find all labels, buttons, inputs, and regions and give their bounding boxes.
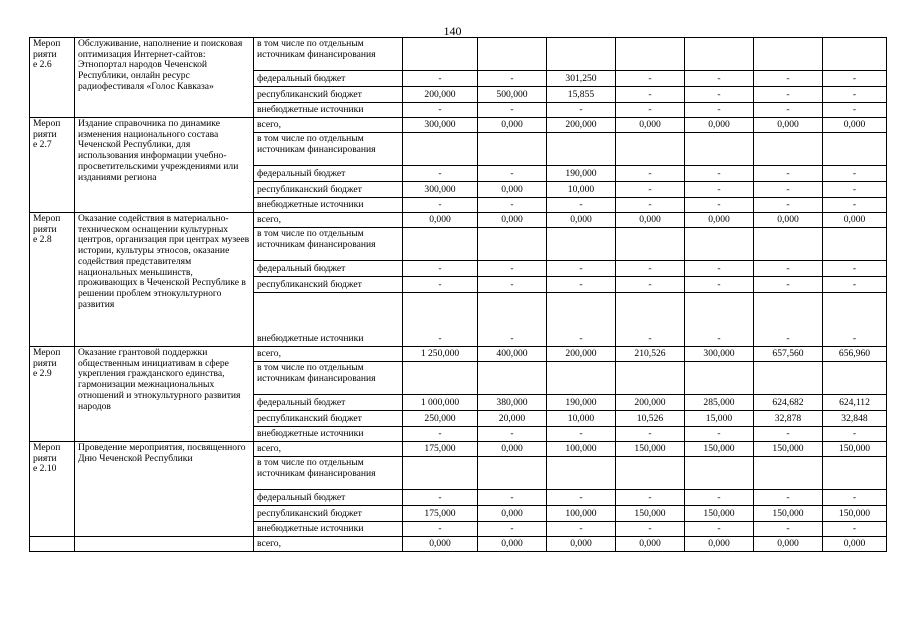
amount-cell: - bbox=[685, 87, 754, 103]
funding-source: в том числе по отдельным источникам финансирования bbox=[254, 38, 403, 71]
amount-cell: - bbox=[685, 182, 754, 198]
amount-cell: 380,000 bbox=[478, 395, 547, 411]
amount-cell: 100,000 bbox=[547, 506, 616, 522]
amount-cell bbox=[403, 38, 478, 71]
amount-cell bbox=[685, 38, 754, 71]
amount-cell: 0,000 bbox=[685, 537, 754, 552]
amount-cell bbox=[754, 133, 823, 166]
amount-cell: 200,000 bbox=[547, 347, 616, 362]
amount-cell: 624,112 bbox=[823, 395, 887, 411]
amount-cell: - bbox=[823, 261, 887, 277]
amount-cell: - bbox=[823, 277, 887, 293]
amount-cell: 400,000 bbox=[478, 347, 547, 362]
amount-cell: 0,000 bbox=[478, 506, 547, 522]
measure-id: Мероп рияти е 2.6 bbox=[30, 38, 75, 118]
funding-source: республиканский бюджет bbox=[254, 87, 403, 103]
amount-cell: - bbox=[616, 103, 685, 118]
amount-cell: - bbox=[616, 427, 685, 442]
amount-cell: - bbox=[403, 166, 478, 182]
amount-cell: 0,000 bbox=[754, 213, 823, 228]
measure-id: Мероп рияти е 2.7 bbox=[30, 118, 75, 213]
amount-cell: 0,000 bbox=[823, 537, 887, 552]
amount-cell: - bbox=[823, 87, 887, 103]
amount-cell: - bbox=[823, 427, 887, 442]
amount-cell: 0,000 bbox=[547, 537, 616, 552]
funding-source: внебюджетные источники bbox=[254, 427, 403, 442]
amount-cell: - bbox=[403, 71, 478, 87]
amount-cell: - bbox=[547, 103, 616, 118]
amount-cell: - bbox=[616, 182, 685, 198]
amount-cell: - bbox=[823, 293, 887, 347]
amount-cell: 15,855 bbox=[547, 87, 616, 103]
amount-cell: - bbox=[754, 490, 823, 506]
table-row bbox=[30, 347, 887, 362]
amount-cell: - bbox=[478, 490, 547, 506]
amount-cell: - bbox=[478, 71, 547, 87]
funding-source: федеральный бюджет bbox=[254, 71, 403, 87]
amount-cell: 1 000,000 bbox=[403, 395, 478, 411]
amount-cell: - bbox=[754, 261, 823, 277]
amount-cell: - bbox=[685, 490, 754, 506]
funding-source: республиканский бюджет bbox=[254, 506, 403, 522]
amount-cell: - bbox=[616, 293, 685, 347]
amount-cell: - bbox=[547, 277, 616, 293]
funding-source: внебюджетные источники bbox=[254, 293, 403, 347]
amount-cell: - bbox=[403, 522, 478, 537]
amount-cell bbox=[616, 228, 685, 261]
amount-cell: - bbox=[403, 490, 478, 506]
amount-cell: 656,960 bbox=[823, 347, 887, 362]
amount-cell bbox=[478, 457, 547, 490]
amount-cell bbox=[547, 38, 616, 71]
amount-cell: 32,878 bbox=[754, 411, 823, 427]
amount-cell: 0,000 bbox=[478, 118, 547, 133]
amount-cell: - bbox=[616, 277, 685, 293]
amount-cell: 150,000 bbox=[685, 506, 754, 522]
amount-cell: - bbox=[754, 182, 823, 198]
amount-cell: 15,000 bbox=[685, 411, 754, 427]
measure-description: Обслуживание, наполнение и поисковая оптимизация Интернет-сайтов: Этнопортал народов Чеченской Республики, онлайн ресурс радиофестиваля «Голос Кавказа» bbox=[75, 38, 254, 118]
measure-description: Оказание содействия в материально-техническом оснащении культурных центров, организация при центрах музеев истории, культуры этносов, оказание содействия представителям национальных меньшинств, проживающих в Чеченской Республике в решении проблем этнокультурного развития bbox=[75, 213, 254, 347]
amount-cell: - bbox=[823, 103, 887, 118]
funding-source: всего, bbox=[254, 537, 403, 552]
amount-cell: - bbox=[403, 293, 478, 347]
amount-cell: 150,000 bbox=[616, 506, 685, 522]
measure-id: Мероп рияти е 2.9 bbox=[30, 347, 75, 442]
amount-cell bbox=[685, 362, 754, 395]
amount-cell: 175,000 bbox=[403, 442, 478, 457]
amount-cell: - bbox=[754, 71, 823, 87]
funding-source: в том числе по отдельным источникам финансирования bbox=[254, 362, 403, 395]
measure-description: Издание справочника по динамике изменения национального состава Чеченской Республики, для использования информации учебно-просветительскими учреждениями или изданиями региона bbox=[75, 118, 254, 213]
amount-cell: - bbox=[547, 293, 616, 347]
amount-cell: 0,000 bbox=[823, 213, 887, 228]
amount-cell bbox=[403, 133, 478, 166]
amount-cell: - bbox=[616, 166, 685, 182]
amount-cell bbox=[478, 133, 547, 166]
funding-source: федеральный бюджет bbox=[254, 166, 403, 182]
amount-cell: 0,000 bbox=[685, 118, 754, 133]
amount-cell: - bbox=[685, 277, 754, 293]
amount-cell: 0,000 bbox=[478, 442, 547, 457]
amount-cell: 0,000 bbox=[478, 213, 547, 228]
table-body bbox=[30, 38, 887, 552]
amount-cell bbox=[478, 228, 547, 261]
amount-cell: - bbox=[685, 293, 754, 347]
amount-cell: 285,000 bbox=[685, 395, 754, 411]
amount-cell bbox=[685, 133, 754, 166]
funding-source: в том числе по отдельным источникам финансирования bbox=[254, 457, 403, 490]
amount-cell: - bbox=[754, 166, 823, 182]
amount-cell bbox=[823, 362, 887, 395]
amount-cell: 0,000 bbox=[616, 213, 685, 228]
amount-cell: 500,000 bbox=[478, 87, 547, 103]
amount-cell: 200,000 bbox=[547, 118, 616, 133]
amount-cell: - bbox=[478, 427, 547, 442]
amount-cell: - bbox=[823, 198, 887, 213]
amount-cell bbox=[754, 362, 823, 395]
amount-cell: 32,848 bbox=[823, 411, 887, 427]
amount-cell: 0,000 bbox=[616, 118, 685, 133]
amount-cell: 200,000 bbox=[616, 395, 685, 411]
amount-cell: 300,000 bbox=[403, 182, 478, 198]
amount-cell: - bbox=[754, 87, 823, 103]
amount-cell: 150,000 bbox=[754, 442, 823, 457]
measure-description: Проведение мероприятия, посвященного Дню Чеченской Республики bbox=[75, 442, 254, 537]
amount-cell: 210,526 bbox=[616, 347, 685, 362]
amount-cell: 100,000 bbox=[547, 442, 616, 457]
amount-cell: 150,000 bbox=[823, 442, 887, 457]
amount-cell bbox=[823, 228, 887, 261]
amount-cell: - bbox=[547, 198, 616, 213]
funding-source: республиканский бюджет bbox=[254, 277, 403, 293]
funding-source: всего, bbox=[254, 442, 403, 457]
amount-cell: 0,000 bbox=[616, 537, 685, 552]
funding-source: в том числе по отдельным источникам финансирования bbox=[254, 228, 403, 261]
amount-cell: - bbox=[478, 293, 547, 347]
amount-cell: 0,000 bbox=[403, 537, 478, 552]
amount-cell: - bbox=[403, 261, 478, 277]
amount-cell bbox=[823, 38, 887, 71]
funding-source: федеральный бюджет bbox=[254, 490, 403, 506]
amount-cell: 150,000 bbox=[685, 442, 754, 457]
amount-cell bbox=[403, 457, 478, 490]
amount-cell: 0,000 bbox=[478, 537, 547, 552]
measure-id bbox=[30, 537, 75, 552]
funding-source: всего, bbox=[254, 213, 403, 228]
funding-source: внебюджетные источники bbox=[254, 522, 403, 537]
amount-cell: 0,000 bbox=[823, 118, 887, 133]
amount-cell: 10,000 bbox=[547, 182, 616, 198]
amount-cell: - bbox=[616, 261, 685, 277]
amount-cell bbox=[547, 133, 616, 166]
funding-source: внебюджетные источники bbox=[254, 103, 403, 118]
amount-cell: - bbox=[403, 198, 478, 213]
amount-cell: 0,000 bbox=[403, 213, 478, 228]
amount-cell: - bbox=[478, 522, 547, 537]
amount-cell: 301,250 bbox=[547, 71, 616, 87]
amount-cell bbox=[403, 228, 478, 261]
amount-cell bbox=[823, 457, 887, 490]
amount-cell: 10,526 bbox=[616, 411, 685, 427]
amount-cell bbox=[547, 362, 616, 395]
amount-cell: 624,682 bbox=[754, 395, 823, 411]
amount-cell: 657,560 bbox=[754, 347, 823, 362]
amount-cell bbox=[547, 228, 616, 261]
amount-cell: - bbox=[685, 198, 754, 213]
amount-cell: 190,000 bbox=[547, 166, 616, 182]
amount-cell: - bbox=[754, 277, 823, 293]
amount-cell: - bbox=[616, 522, 685, 537]
amount-cell: - bbox=[616, 490, 685, 506]
funding-source: федеральный бюджет bbox=[254, 395, 403, 411]
amount-cell bbox=[403, 362, 478, 395]
amount-cell: 0,000 bbox=[478, 182, 547, 198]
amount-cell: - bbox=[823, 166, 887, 182]
amount-cell: 20,000 bbox=[478, 411, 547, 427]
amount-cell: - bbox=[823, 522, 887, 537]
table-row bbox=[30, 537, 887, 552]
amount-cell: - bbox=[754, 293, 823, 347]
amount-cell bbox=[478, 362, 547, 395]
amount-cell: 150,000 bbox=[616, 442, 685, 457]
amount-cell: - bbox=[547, 490, 616, 506]
amount-cell: - bbox=[616, 87, 685, 103]
amount-cell: - bbox=[754, 522, 823, 537]
amount-cell: - bbox=[478, 103, 547, 118]
amount-cell: - bbox=[478, 277, 547, 293]
amount-cell: 190,000 bbox=[547, 395, 616, 411]
amount-cell: - bbox=[403, 427, 478, 442]
amount-cell: - bbox=[823, 182, 887, 198]
amount-cell: 0,000 bbox=[685, 213, 754, 228]
amount-cell bbox=[616, 38, 685, 71]
amount-cell: - bbox=[685, 166, 754, 182]
amount-cell: - bbox=[478, 261, 547, 277]
amount-cell bbox=[547, 457, 616, 490]
funding-source: федеральный бюджет bbox=[254, 261, 403, 277]
amount-cell: - bbox=[478, 166, 547, 182]
amount-cell bbox=[685, 457, 754, 490]
funding-source: республиканский бюджет bbox=[254, 411, 403, 427]
amount-cell: 250,000 bbox=[403, 411, 478, 427]
amount-cell: - bbox=[754, 198, 823, 213]
amount-cell bbox=[616, 457, 685, 490]
amount-cell: 0,000 bbox=[547, 213, 616, 228]
measure-description bbox=[75, 537, 254, 552]
amount-cell: - bbox=[685, 427, 754, 442]
amount-cell: - bbox=[478, 198, 547, 213]
amount-cell bbox=[754, 38, 823, 71]
amount-cell: 1 250,000 bbox=[403, 347, 478, 362]
amount-cell: 0,000 bbox=[754, 118, 823, 133]
amount-cell: 300,000 bbox=[685, 347, 754, 362]
amount-cell: - bbox=[616, 198, 685, 213]
amount-cell: - bbox=[685, 261, 754, 277]
amount-cell: 200,000 bbox=[403, 87, 478, 103]
amount-cell: - bbox=[685, 103, 754, 118]
amount-cell bbox=[616, 133, 685, 166]
amount-cell: - bbox=[547, 427, 616, 442]
measure-id: Мероп рияти е 2.8 bbox=[30, 213, 75, 347]
amount-cell bbox=[754, 457, 823, 490]
amount-cell bbox=[478, 38, 547, 71]
amount-cell: - bbox=[616, 71, 685, 87]
funding-source: республиканский бюджет bbox=[254, 182, 403, 198]
amount-cell: - bbox=[823, 490, 887, 506]
amount-cell bbox=[616, 362, 685, 395]
funding-source: всего, bbox=[254, 118, 403, 133]
amount-cell: 150,000 bbox=[823, 506, 887, 522]
amount-cell: - bbox=[685, 522, 754, 537]
amount-cell: 175,000 bbox=[403, 506, 478, 522]
amount-cell bbox=[685, 228, 754, 261]
amount-cell: - bbox=[547, 522, 616, 537]
amount-cell: 300,000 bbox=[403, 118, 478, 133]
amount-cell: 150,000 bbox=[754, 506, 823, 522]
amount-cell: 10,000 bbox=[547, 411, 616, 427]
funding-source: всего, bbox=[254, 347, 403, 362]
page-number: 140 bbox=[443, 24, 462, 38]
table-row bbox=[30, 442, 887, 457]
financing-table bbox=[29, 37, 887, 552]
amount-cell: - bbox=[823, 71, 887, 87]
amount-cell bbox=[823, 133, 887, 166]
table-row bbox=[30, 213, 887, 228]
amount-cell: - bbox=[403, 277, 478, 293]
table-row bbox=[30, 38, 887, 71]
amount-cell: - bbox=[685, 71, 754, 87]
amount-cell: - bbox=[403, 103, 478, 118]
table-row bbox=[30, 118, 887, 133]
amount-cell: - bbox=[754, 427, 823, 442]
amount-cell: 0,000 bbox=[754, 537, 823, 552]
amount-cell: - bbox=[547, 261, 616, 277]
measure-description: Оказание грантовой поддержки общественным инициативам в сфере укрепления гражданского единства, гармонизации межнациональных отношений и этнокультурного развития народов bbox=[75, 347, 254, 442]
amount-cell bbox=[754, 228, 823, 261]
measure-id: Мероп рияти е 2.10 bbox=[30, 442, 75, 537]
amount-cell: - bbox=[754, 103, 823, 118]
funding-source: в том числе по отдельным источникам финансирования bbox=[254, 133, 403, 166]
funding-source: внебюджетные источники bbox=[254, 198, 403, 213]
